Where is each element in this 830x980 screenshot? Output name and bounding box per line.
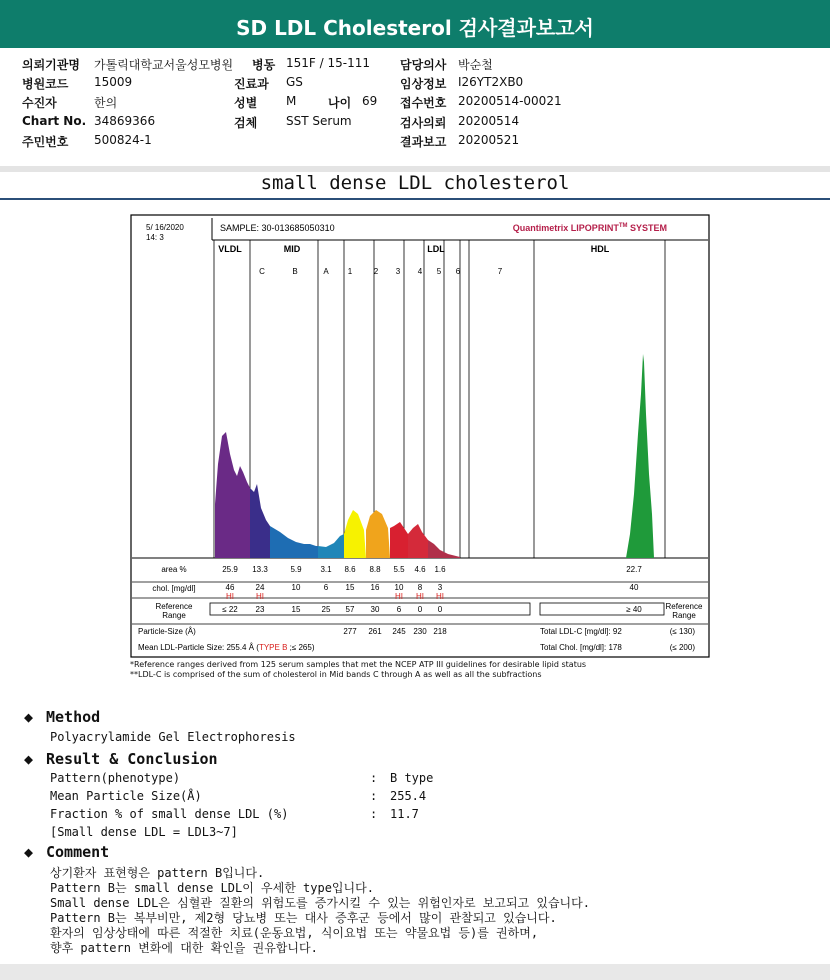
chart-no-value: 34869366 [94,114,156,128]
specimen-label: 검체 [234,116,258,130]
ref-value: 15 [291,605,301,614]
comment-line: 향후 pattern 변화에 대한 확인을 권유합니다. [50,941,318,955]
area-value: 5.5 [393,565,405,574]
total-ldl: Total LDL-C [mg/dl]: 92 [540,627,622,636]
age-value: 69 [362,94,378,108]
result-label-1: Pattern(phenotype) [50,771,181,785]
total-ldl-ref: (≤ 130) [669,627,695,636]
chol-value: 24 [255,583,265,592]
hi-flag: HI [436,592,444,601]
result-value-2: 255.4 [390,789,427,803]
system-name-main: Quantimetrix LIPOPRINT [512,223,619,233]
ref-value: 0 [417,605,423,614]
chol-value: 3 [437,583,443,592]
diamond-icon: ◆ [24,708,34,726]
footnote-2: **LDL-C is comprised of the sum of cholesterol in Mid bands C through A as well as all the subfractions [130,670,542,679]
particle-size-label: Particle-Size (Å) [138,627,196,636]
bottom-bar [0,964,830,980]
hospital-code-value: 15009 [94,75,133,89]
group-label: LDL [427,244,445,254]
ref-value: 23 [255,605,265,614]
sex-value: M [286,94,297,108]
info-row-2 [22,75,822,93]
row-label-ref-2: Range [162,611,186,620]
particle-size-value: 230 [413,627,427,636]
subtitle-underline [0,198,830,200]
particle-size-value: 277 [343,627,357,636]
comment-heading-text: Comment [46,843,110,861]
comment-heading [24,843,109,861]
area-value: 22.7 [626,565,642,574]
band-label: A [323,267,329,276]
chart-date: 5/ 16/2020 [146,223,184,232]
report-value: 20200521 [458,133,520,147]
lipoprint-chart [130,214,710,658]
report-label: 결과보고 [400,135,447,149]
mean-ldl-size [138,643,315,652]
reception-value: 20200514-00021 [458,94,562,108]
chol-value: 46 [225,583,235,592]
mean-ldl-ref: ;≤ 265) [287,643,315,652]
hi-flag: HI [226,592,234,601]
dept-value: GS [286,75,303,89]
ref-label-right-2: Range [672,611,696,620]
area-value: 3.1 [320,565,332,574]
footnote-1: *Reference ranges derived from 125 serum samples that met the NCEP ATP III guidelines for desirable lipid status [130,660,587,669]
area-value: 25.9 [222,565,238,574]
ref-value: 30 [370,605,380,614]
mean-ldl-type: TYPE B [258,643,288,652]
comment-line: 환자의 임상상태에 따른 적절한 치료(운동요법, 식이요법 또는 약물요법 등)를 권하며, [50,926,539,940]
chol-value: 15 [345,583,355,592]
mean-ldl-label: Mean LDL-Particle Size: 255.4 Å ( [138,643,259,652]
diamond-icon: ◆ [24,843,34,861]
system-tm: TM [618,223,628,229]
group-label: VLDL [218,244,242,254]
id-label: 주민번호 [22,135,69,149]
band-label: 1 [347,267,353,276]
hi-flag: HI [256,592,264,601]
result-value-3: 11.7 [390,807,419,821]
band-label: 3 [395,267,401,276]
ref-value: 25 [321,605,331,614]
info-row-4 [22,114,822,132]
band-label: 4 [417,267,423,276]
specimen-value: SST Serum [286,114,352,128]
particle-size-value: 245 [392,627,406,636]
request-label: 검사의뢰 [400,116,447,130]
band-label: B [292,267,298,276]
ward-label: 병동 [252,58,276,72]
chol-value: 6 [323,583,329,592]
diamond-icon: ◆ [24,750,34,768]
area-value: 1.6 [434,565,446,574]
comment-line: Pattern B는 small dense LDL이 우세한 type입니다. [50,881,374,895]
area-value: 13.3 [252,565,268,574]
row-label-area: area % [161,565,187,574]
report-subtitle: small dense LDL cholesterol [260,172,570,194]
sex-label: 성별 [234,96,258,110]
hi-flag: HI [395,592,403,601]
chol-value: 8 [417,583,423,592]
total-chol-ref: (≤ 200) [669,643,695,652]
ref-value: 57 [345,605,355,614]
chart-no-label: Chart No. [22,114,87,128]
chol-value: 10 [394,583,404,592]
ref-label-right-1: Reference [665,602,703,611]
hospital-code-label: 병원코드 [22,77,69,91]
group-label: MID [283,244,301,254]
clinical-value: I26YT2XB0 [458,75,524,89]
comment-line: Small dense LDL은 심혈관 질환의 위험도를 증가시킬 수 있는 위험인자로 보고되고 있습니다. [50,896,590,910]
area-value: 5.9 [290,565,302,574]
group-label: HDL [590,244,610,254]
band-label: 6 [455,267,461,276]
patient-info [22,52,822,164]
patient-label: 수진자 [22,96,57,110]
ref-value: ≥ 40 [626,605,642,614]
method-heading [24,708,100,726]
result-colon-3: : [370,807,378,821]
hi-flag: HI [416,592,424,601]
doctor-label: 담당의사 [400,58,447,72]
area-value: 4.6 [414,565,426,574]
ref-value: ≤ 22 [222,605,238,614]
ref-value: 6 [396,605,402,614]
patient-value: 한의 [94,96,118,110]
chol-value: 16 [370,583,380,592]
result-note: [Small dense LDL = LDL3~7] [50,825,238,839]
sample-id: SAMPLE: 30-013685050310 [220,223,335,233]
method-text: Polyacrylamide Gel Electrophoresis [50,730,296,744]
result-colon-2: : [370,789,378,803]
system-suffix: SYSTEM [627,223,667,233]
band-label: 7 [497,267,503,276]
band-label: C [259,267,265,276]
total-chol: Total Chol. [mg/dl]: 178 [540,643,622,652]
age-label: 나이 [328,96,352,110]
result-label-2: Mean Particle Size(Å) [50,789,202,803]
info-row-3 [22,94,822,112]
doctor-value: 박순철 [458,58,493,72]
report-title: SD LDL Cholesterol 검사결과보고서 [0,0,830,48]
reception-label: 접수번호 [400,96,447,110]
result-heading-text: Result & Conclusion [46,750,218,768]
particle-size-value: 261 [368,627,382,636]
clinical-label: 임상정보 [400,77,447,91]
result-label-3: Fraction % of small dense LDL (%) [50,807,289,821]
result-heading [24,750,218,768]
request-value: 20200514 [458,114,520,128]
chol-value: 10 [291,583,301,592]
ref-value: 0 [437,605,443,614]
band-label: 2 [373,267,379,276]
chart-time: 14: 3 [146,233,164,242]
ward-value: 151F / 15-111 [286,56,370,70]
method-heading-text: Method [46,708,101,726]
institution-label: 의뢰기관명 [22,58,80,72]
comment-line: Pattern B는 복부비만, 제2형 당뇨병 또는 대사 증후군 등에서 많이 관찰되고 있습니다. [50,911,557,925]
info-row-1 [22,56,822,74]
particle-size-value: 218 [433,627,447,636]
id-value: 500824-1 [94,133,152,147]
comment-line: 상기환자 표현형은 pattern B입니다. [50,866,265,880]
area-value: 8.8 [369,565,381,574]
result-colon-1: : [370,771,378,785]
row-label-ref-1: Reference [155,602,193,611]
dept-label: 진료과 [234,77,269,91]
row-label-chol: chol. [mg/dl] [152,584,196,593]
chol-value: 40 [629,583,639,592]
band-label: 5 [436,267,442,276]
result-value-1: B type [390,771,434,785]
system-name [513,223,667,233]
area-value: 8.6 [344,565,356,574]
info-row-5 [22,133,822,151]
institution-value: 가톨릭대학교서울성모병원 [94,58,234,72]
